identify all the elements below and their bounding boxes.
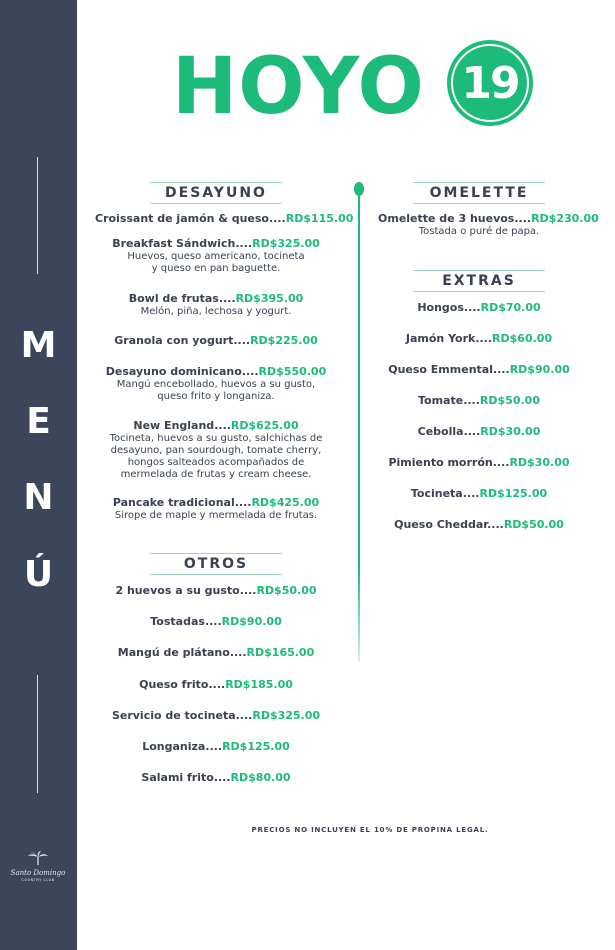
menu-item-price: RD$125.00 — [479, 487, 548, 500]
menu-item-description: queso frito y longaniza. — [157, 391, 275, 402]
menu-item-separator: .... — [463, 301, 481, 314]
menu-item-name: Cebolla — [417, 425, 464, 438]
footer-note: PRECIOS NO INCLUYEN EL 10% DE PROPINA LEGAL. — [251, 826, 489, 834]
menu-item-separator: .... — [241, 365, 259, 378]
menu-item-separator: .... — [487, 518, 504, 531]
section-title: OMELETTE — [429, 185, 529, 201]
menu-item-name: Queso Cheddar — [394, 518, 488, 531]
sidebar-letter-m: M — [20, 325, 57, 366]
menu-item-separator: .... — [492, 363, 510, 376]
menu-item-name: Salami frito — [141, 771, 214, 784]
section-header-extras — [378, 270, 580, 292]
menu-item-name: Tocineta — [410, 487, 463, 500]
menu-item-line — [378, 332, 580, 346]
menu-item-separator: .... — [235, 709, 253, 722]
menu-item — [378, 487, 580, 501]
menu-item-price: RD$115.00 — [285, 212, 354, 225]
menu-item-price: RD$125.00 — [222, 740, 290, 753]
menu-item-price: RD$225.00 — [250, 334, 318, 347]
menu-item-separator: .... — [205, 740, 223, 753]
menu-item-name: Queso Emmental — [388, 363, 493, 376]
menu-item-description: hongos salteados acompañados de — [127, 457, 305, 468]
menu-item-separator: .... — [269, 212, 286, 225]
menu-item-price: RD$625.00 — [230, 419, 299, 432]
sidebar-letter-u: Ú — [23, 554, 54, 595]
menu-item-description: desayuno, pan sourdough, tomate cherry, — [110, 445, 322, 456]
menu-item-price: RD$30.00 — [509, 456, 570, 469]
menu-item-name: Pancake tradicional — [112, 496, 235, 509]
menu-item — [95, 740, 337, 754]
menu-item-line — [378, 363, 580, 377]
menu-item-name: Tostadas — [150, 615, 205, 628]
menu-item-separator: .... — [463, 394, 480, 407]
menu-item-separator: .... — [229, 646, 247, 659]
menu-item — [378, 212, 599, 238]
menu-item-description: Tostada o puré de papa. — [418, 226, 540, 237]
menu-item-price: RD$165.00 — [246, 646, 315, 659]
menu-item — [95, 292, 337, 318]
menu-item-name: Queso frito — [139, 678, 209, 691]
menu-item-separator: .... — [214, 419, 231, 432]
menu-item-price: RD$50.00 — [503, 518, 564, 531]
club-logo — [8, 850, 68, 883]
menu-item-description: Sirope de maple y mermelada de frutas. — [114, 510, 318, 521]
menu-item — [378, 363, 580, 377]
menu-item-price: RD$550.00 — [258, 365, 327, 378]
menu-item-price: RD$80.00 — [230, 771, 291, 784]
menu-item-price: RD$30.00 — [480, 425, 541, 438]
section-title: OTROS — [183, 556, 249, 572]
section-header-omelette — [378, 182, 580, 204]
menu-item-price: RD$60.00 — [492, 332, 553, 345]
menu-item-separator: .... — [213, 771, 231, 784]
menu-item-line — [95, 584, 337, 598]
menu-item-name: Longaniza — [142, 740, 206, 753]
menu-item-separator: .... — [204, 615, 222, 628]
section-title: DESAYUNO — [165, 185, 267, 201]
menu-item-price: RD$90.00 — [221, 615, 282, 628]
menu-item-price: RD$395.00 — [235, 292, 304, 305]
menu-item-name: Desayuno dominicano — [105, 365, 242, 378]
menu-item-name: 2 huevos a su gusto — [115, 584, 240, 597]
menu-item-name: Granola con yogurt — [114, 334, 234, 347]
menu-item-description: Melón, piña, lechosa y yogurt. — [140, 306, 292, 317]
menu-item — [95, 615, 337, 629]
menu-item-separator: .... — [239, 584, 257, 597]
menu-item-description: Huevos, queso americano, tocineta — [127, 251, 305, 262]
menu-item-line — [378, 518, 580, 532]
section-header-desayuno — [95, 182, 337, 204]
title-number-badge — [447, 40, 533, 126]
menu-item — [95, 365, 337, 403]
palm-tree-icon — [27, 851, 49, 865]
logo-brand: Santo Domingo — [10, 869, 66, 877]
menu-item-line — [95, 740, 337, 754]
menu-item-line — [95, 771, 337, 785]
menu-item-separator: .... — [463, 425, 481, 438]
menu-item — [95, 771, 337, 785]
sidebar-bottom-line — [37, 675, 38, 793]
menu-item-line — [378, 425, 580, 439]
menu-item-name: Bowl de frutas — [128, 292, 219, 305]
menu-item-line — [378, 394, 580, 408]
menu-item-line — [378, 301, 580, 315]
menu-item — [95, 496, 337, 522]
menu-item-name: Croissant de jamón & queso — [95, 212, 269, 225]
section-header-otros — [95, 553, 337, 575]
menu-item-name: Breakfast Sándwich — [112, 237, 236, 250]
menu-item-name: New England — [133, 419, 215, 432]
menu-item-separator: .... — [462, 487, 480, 500]
menu-item-name: Mangú de plátano — [117, 646, 230, 659]
menu-item-line — [95, 646, 337, 660]
menu-item — [95, 646, 337, 660]
menu-item-description: y queso en pan baguette. — [151, 263, 281, 274]
menu-item-price: RD$70.00 — [480, 301, 541, 314]
menu-item — [378, 332, 580, 346]
menu-item-separator: .... — [233, 334, 251, 347]
menu-item-description: Tocineta, huevos a su gusto, salchichas de — [109, 433, 323, 444]
menu-item-name: Pimiento morrón — [388, 456, 493, 469]
menu-item-line — [378, 487, 580, 501]
menu-item-line — [95, 365, 337, 379]
menu-item — [95, 419, 337, 481]
menu-item-line — [95, 709, 337, 723]
sidebar — [0, 0, 77, 950]
menu-item-price: RD$185.00 — [225, 678, 293, 691]
menu-item-price: RD$50.00 — [479, 394, 540, 407]
menu-item-separator: .... — [218, 292, 236, 305]
menu-item-line — [95, 615, 337, 629]
menu-item-line — [95, 496, 337, 510]
menu-item — [95, 709, 337, 723]
menu-item-separator: .... — [208, 678, 226, 691]
logo-sub: COUNTRY CLUB — [21, 878, 55, 882]
menu-item — [378, 518, 580, 532]
menu-item-price: RD$325.00 — [252, 709, 321, 722]
menu-item-line — [378, 456, 580, 470]
sidebar-top-line — [37, 157, 38, 274]
menu-item-separator: .... — [235, 237, 253, 250]
menu-item — [95, 212, 354, 226]
menu-item — [378, 394, 580, 408]
menu-item — [95, 584, 337, 598]
column-divider — [358, 194, 360, 662]
menu-item-price: RD$90.00 — [509, 363, 570, 376]
menu-item-separator: .... — [475, 332, 493, 345]
menu-item-separator: .... — [514, 212, 532, 225]
menu-item-line — [95, 292, 337, 306]
menu-item-price: RD$325.00 — [252, 237, 320, 250]
title-number: 19 — [451, 44, 529, 122]
menu-item-price: RD$230.00 — [531, 212, 599, 225]
menu-item-name: Omelette de 3 huevos — [378, 212, 515, 225]
menu-item-name: Jamón York — [405, 332, 476, 345]
menu-item-description: Mangú encebollado, huevos a su gusto, — [116, 379, 316, 390]
menu-item-name: Hongos — [417, 301, 464, 314]
menu-item-separator: .... — [492, 456, 510, 469]
menu-item-description: mermelada de frutas y cream cheese. — [120, 469, 312, 480]
menu-item-line — [95, 419, 337, 433]
menu-item-line — [378, 212, 599, 226]
menu-item — [378, 301, 580, 315]
menu-item-line — [95, 237, 337, 251]
sidebar-letter-e: E — [26, 401, 51, 442]
menu-item — [378, 425, 580, 439]
menu-item — [378, 456, 580, 470]
title-text: HOYO — [172, 42, 425, 132]
sidebar-letter-n: N — [23, 477, 54, 518]
menu-item — [95, 678, 337, 692]
menu-item-price: RD$50.00 — [256, 584, 317, 597]
menu-item-line — [95, 678, 337, 692]
menu-item — [95, 334, 337, 348]
menu-item — [95, 237, 337, 275]
menu-item-separator: .... — [234, 496, 252, 509]
menu-item-name: Tomate — [418, 394, 464, 407]
section-title: EXTRAS — [442, 273, 516, 289]
menu-item-line — [95, 212, 354, 226]
menu-item-name: Servicio de tocineta — [111, 709, 236, 722]
menu-item-price: RD$425.00 — [251, 496, 320, 509]
menu-item-line — [95, 334, 337, 348]
